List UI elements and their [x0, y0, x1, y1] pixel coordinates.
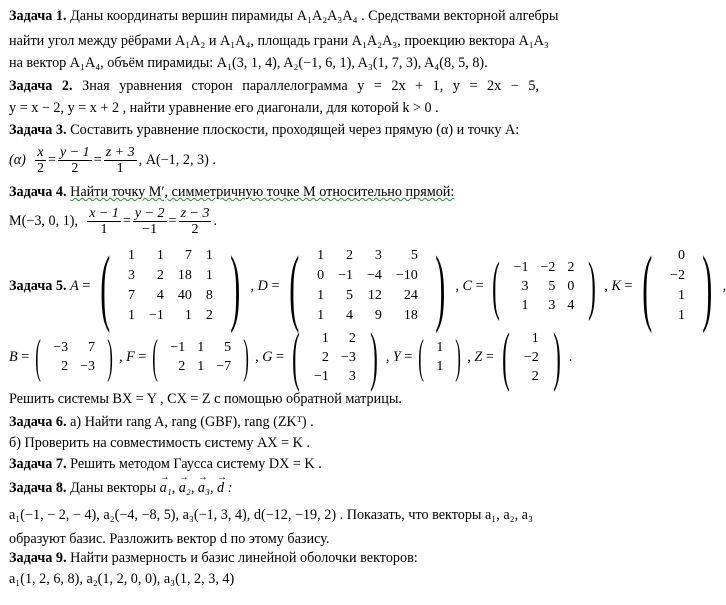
matrix-C-cell: 2	[567, 259, 575, 275]
matrix-C-row	[508, 258, 581, 277]
task5-matrices-row1: Задача 5. A = ( 1 1 7 1 3 2 18 1 7 4 40 8 1 −1 1 2 ) , D = ( 1 2 3 5 0 −1 −4 −10 1 5 12 24 1 4 9 18 ) , C = ( −1 −2 2 3 5 0 1 3 4 ) , K = ( 0 −2 1 1 ) ,	[9, 238, 726, 334]
matrix-D-cell: 2	[346, 248, 353, 263]
matrix-K-cell: 0	[678, 248, 686, 263]
task7-label: Задача 7.	[9, 456, 67, 472]
task9-text2: a₁(1, 2, 6, 8), a₂(1, 2, 0, 0), a₃(1, 2, 3, 4)	[9, 571, 235, 587]
matrix-B-cell: 7	[88, 340, 96, 355]
task5-matrices-row2: B = ( −3 7 2 −3 ) , F = ( −1 1 5 2 1 −7 ) , G = ( 1 2 2 −3 −1 3 ) , Y = ( 1 1 ) , Z = ( 1 −2 2 ) .	[9, 320, 573, 393]
matrix-A-cell: 4	[156, 288, 164, 303]
matrix-A-cell: 40	[177, 288, 192, 303]
matrix-G-cell: 2	[348, 330, 356, 346]
task3-alpha: (α)	[9, 151, 26, 168]
task1-line3	[9, 55, 488, 72]
matrix-D-row	[310, 246, 425, 266]
matrix-A-row	[121, 286, 220, 306]
matrix-G: ( 1 2 2 −3 −1 3 )	[292, 320, 378, 393]
matrix-G-cell: 3	[348, 368, 356, 384]
matrix-D: ( 1 2 3 5 0 −1 −4 −10 1 5 12 24 1 4 9 18 )	[289, 238, 446, 334]
task6-text1: а) Найти rang A, rang (GBF), rang (ZKᵀ) .	[70, 414, 314, 430]
task5-label: Задача 5.	[9, 277, 67, 294]
task3-frac-z: $\frac{z + 3}{1}$	[105, 144, 135, 176]
matrix-A-cell: 2	[156, 268, 164, 283]
task3-point: A(−1, 2, 3) .	[145, 151, 216, 168]
task6-label: Задача 6.	[9, 414, 67, 430]
task6-line2	[9, 435, 310, 452]
matrix-Z-cell: −2	[523, 349, 539, 365]
matrix-Z-row	[518, 367, 545, 386]
matrix-Z-cell: 2	[531, 368, 539, 384]
matrix-A-cell: 2	[205, 308, 213, 323]
matrix-Y-cell: 1	[436, 359, 444, 374]
task4-text1: Найти точку M′, симметричную точке M относительно прямой:	[70, 184, 455, 200]
matrix-F-row	[164, 338, 237, 357]
matrix-K: ( 0 −2 1 1 )	[642, 238, 713, 334]
task8-text3: образуют базис. Разложить вектор d по этому базису.	[9, 531, 330, 547]
matrix-A-cell: 1	[128, 308, 135, 323]
matrix-K-row	[663, 266, 692, 286]
matrix-C-cell: 3	[521, 278, 529, 294]
matrix-A-cell: 1	[184, 308, 192, 323]
task7-text1: Решить методом Гаусса систему DX = K .	[70, 456, 322, 472]
matrix-B-cell: −3	[53, 340, 69, 355]
matrix-G-cell: 1	[321, 330, 329, 346]
matrix-D-cell: 5	[346, 288, 353, 303]
task4-frac-z: $\frac{z - 3}{2}$	[180, 205, 210, 237]
matrix-A-cell: 8	[205, 288, 213, 303]
matrix-D-cell: 0	[317, 268, 325, 283]
task8-text1: Даны векторы	[70, 480, 157, 496]
task8-text2: a₁(−1, − 2, − 4), a₂(−4, −8, 5), a₃(−1, 3, 4), d(−12, −19, 2) . Показать, что векторы a₁, a₂, a₃	[9, 507, 533, 523]
matrix-B-cell: −3	[80, 359, 96, 374]
task1-text1: Даны координаты вершин пирамиды A₁A₂A₃A₄ . Средствами векторной алгебры	[70, 8, 559, 24]
matrix-C-cell: 5	[548, 278, 556, 294]
matrix-F: ( −1 1 5 2 1 −7 )	[152, 330, 249, 383]
matrix-Y-cell: 1	[436, 340, 444, 355]
task8-line2	[9, 507, 533, 524]
task9-text1: Найти размерность и базис линейной оболочки векторов:	[70, 550, 418, 566]
matrix-D-cell: 24	[403, 288, 418, 303]
task5-solve-text: Решить системы BX = Y , CX = Z с помощью обратной матрицы.	[9, 391, 402, 407]
matrix-Y: ( 1 1 )	[418, 330, 462, 383]
matrix-D-cell: −1	[338, 268, 353, 283]
matrix-A-cell: 1	[205, 248, 213, 263]
matrix-B-row	[47, 357, 101, 376]
task2-label: Задача 2.	[9, 78, 73, 94]
matrix-D-cell: 12	[367, 288, 382, 303]
matrix-C-cell: −1	[513, 259, 529, 275]
matrix-D-cell: 9	[374, 308, 382, 323]
matrix-C: ( −1 −2 2 3 5 0 1 3 4 )	[491, 249, 597, 322]
matrix-K-row	[663, 286, 692, 306]
matrix-A-row	[121, 266, 220, 286]
matrix-F-cell: −7	[216, 359, 232, 374]
matrix-B-cell: 2	[61, 359, 69, 374]
task3-text1: Составить уравнение плоскости, проходящей через прямую (α) и точку A:	[70, 122, 520, 138]
matrix-D-cell: 18	[403, 308, 418, 323]
matrix-A-cell: 1	[128, 248, 135, 263]
matrix-Z-row	[518, 329, 545, 348]
matrix-D-cell: 1	[317, 308, 325, 323]
matrix-K-row	[663, 306, 692, 326]
matrix-C-cell: 4	[567, 297, 575, 313]
task3-equation: (α) $\frac{x}{2}$ = $\frac{y - 1}{2}$ = $\frac{z + 3}{1}$ , A(−1, 2, 3) .	[9, 144, 216, 176]
matrix-G-cell: −1	[314, 368, 329, 384]
matrix-A-cell: −1	[149, 308, 164, 323]
matrix-A-cell: 7	[128, 288, 135, 303]
task9-label: Задача 9.	[9, 550, 67, 566]
task4-frac-x: $\frac{x - 1}{1}$	[89, 205, 119, 237]
matrix-K-cell: −2	[670, 268, 686, 283]
task1-text3: на вектор A₁A₄, объём пирамиды: A₁(3, 1, 4), A₂(−1, 6, 1), A₃(1, 7, 3), A₄(8, 5, 8).	[9, 55, 488, 71]
task2-text1: Зная уравнения сторон параллелограмма y = 2x + 1, y = 2x − 5,	[82, 78, 539, 94]
matrix-Y-row	[430, 357, 449, 376]
matrix-D-cell: −10	[395, 268, 418, 283]
matrix-D-row	[310, 266, 425, 286]
matrix-A-cell: 7	[184, 248, 192, 263]
matrix-F-cell: 5	[224, 340, 232, 355]
task2-text2: y = x − 2, y = x + 2 , найти уравнение его диагонали, для которой k > 0 .	[9, 100, 439, 116]
task2-line1	[9, 78, 539, 95]
matrix-D-cell: 1	[317, 248, 325, 263]
matrix-C-cell: 3	[548, 297, 556, 313]
matrix-G-cell: −3	[340, 349, 356, 365]
task3-line1	[9, 122, 519, 139]
matrix-A-row	[121, 246, 220, 266]
matrix-F-cell: 1	[197, 359, 205, 374]
matrix-D-cell: 5	[410, 248, 418, 263]
task1-line1	[9, 8, 558, 25]
matrix-Z-row	[518, 348, 545, 367]
matrix-A-row	[121, 306, 220, 326]
matrix-A-cell: 3	[128, 268, 135, 283]
matrix-D-cell: 3	[374, 248, 382, 263]
matrix-B: ( −3 7 2 −3 )	[35, 330, 113, 383]
matrix-D-row	[310, 306, 425, 326]
matrix-F-row	[164, 357, 237, 376]
matrix-G-cell: 2	[321, 349, 329, 365]
task1-line2	[9, 33, 549, 50]
task2-line2	[9, 100, 439, 117]
task8-vectors-list: → a₁, → a₂, → a₃, → d :	[160, 480, 233, 496]
matrix-B-row	[47, 338, 101, 357]
matrix-C-row	[508, 277, 581, 296]
matrix-A-cell: 1	[156, 248, 164, 263]
task4-line1	[9, 184, 454, 201]
matrix-G-row	[308, 329, 362, 348]
task5-solve	[9, 391, 402, 408]
task6-line1	[9, 414, 314, 431]
matrix-C-cell: −2	[540, 259, 556, 275]
task8-line3	[9, 531, 329, 548]
matrix-Y-row	[430, 338, 449, 357]
task6-text2: б) Проверить на совместимость систему AX = K .	[9, 435, 310, 451]
matrix-F-cell: −1	[170, 340, 186, 355]
matrix-D-row	[310, 286, 425, 306]
task4-point: M(−3, 0, 1),	[9, 212, 79, 229]
matrix-G-row	[308, 348, 362, 367]
matrix-K-row	[663, 246, 692, 266]
matrix-F-cell: 2	[178, 359, 186, 374]
matrix-F-cell: 1	[197, 340, 205, 355]
matrix-C-cell: 0	[567, 278, 575, 294]
task4-label: Задача 4.	[9, 184, 67, 200]
task1-text2: найти угол между рёбрами A₁A₂ и A₁A₄, площадь грани A₁A₂A₃, проекцию вектора A₁A₃	[9, 33, 549, 49]
task9-line2	[9, 571, 234, 588]
matrix-D-cell: −4	[367, 268, 382, 283]
matrix-G-row	[308, 367, 362, 386]
task8-line1	[9, 480, 232, 497]
task4-equation: M(−3, 0, 1), $\frac{x - 1}{1}$ = $\frac{y - 2}{-1}$ = $\frac{z - 3}{2}$ .	[9, 205, 218, 237]
task9-line1	[9, 550, 418, 567]
matrix-K-cell: 1	[678, 288, 686, 303]
matrix-D-cell: 1	[317, 288, 325, 303]
matrix-Z: ( 1 −2 2 )	[502, 320, 561, 393]
task8-label: Задача 8.	[9, 480, 67, 496]
matrix-A: ( 1 1 7 1 3 2 18 1 7 4 40 8 1 −1 1 2 )	[100, 238, 241, 334]
matrix-A-cell: 18	[177, 268, 192, 283]
task1-label: Задача 1.	[9, 8, 67, 24]
task3-label: Задача 3.	[9, 122, 67, 138]
task4-frac-y: $\frac{y - 2}{-1}$	[134, 205, 165, 237]
task3-frac-x: $\frac{x}{2}$	[37, 144, 44, 176]
task3-frac-y: $\frac{y - 1}{2}$	[60, 144, 90, 176]
matrix-A-cell: 1	[205, 268, 213, 283]
matrix-Z-cell: 1	[531, 330, 539, 346]
matrix-K-cell: 1	[678, 308, 686, 323]
matrix-D-cell: 4	[346, 308, 353, 323]
matrix-C-cell: 1	[521, 297, 529, 313]
matrix-C-row	[508, 296, 581, 315]
